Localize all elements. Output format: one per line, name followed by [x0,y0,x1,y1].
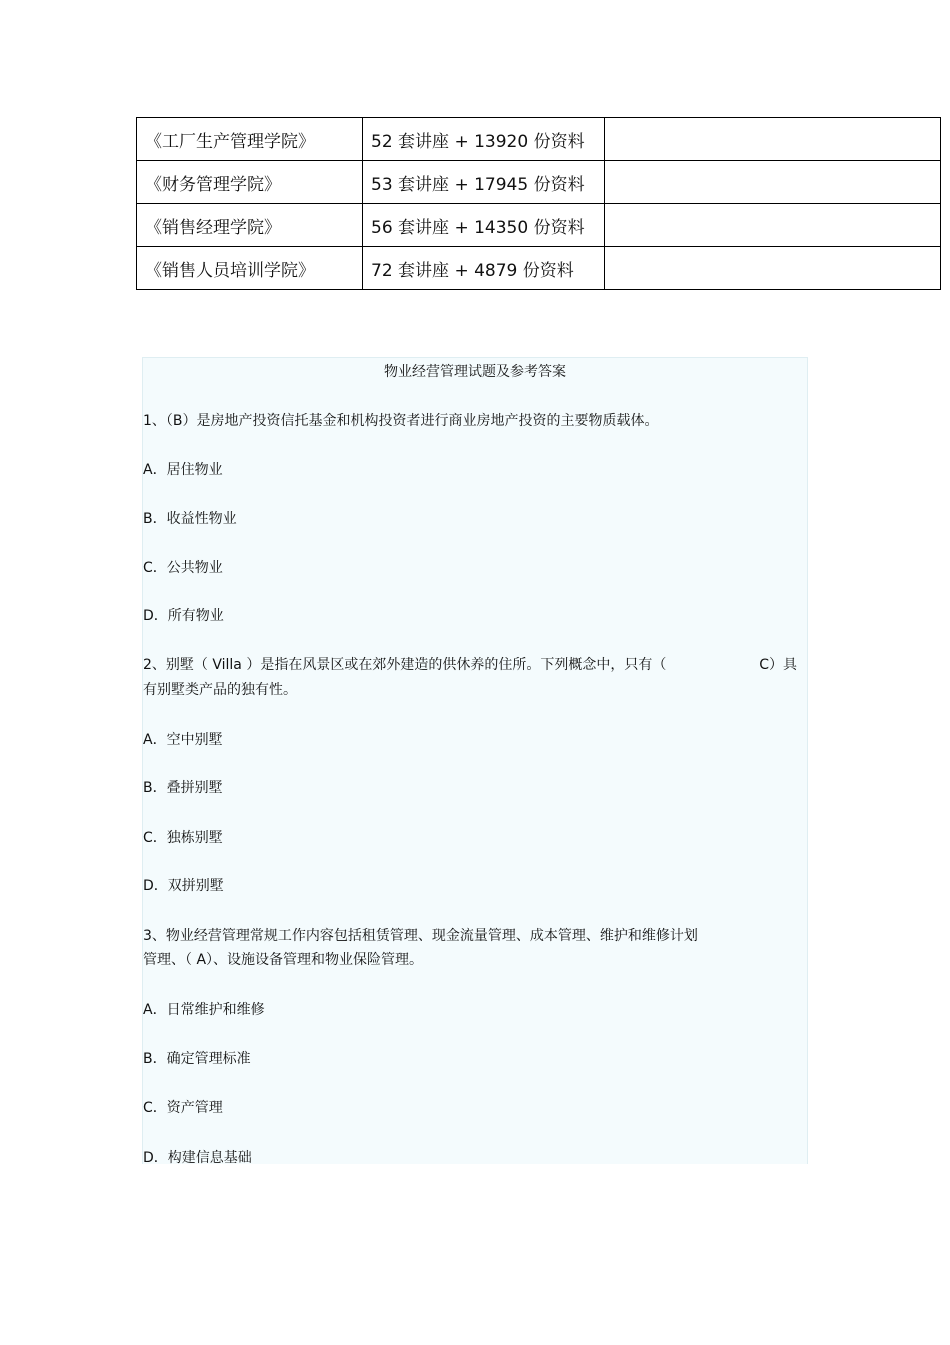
course-table [136,117,941,290]
question-2-option-c: C．独栋别墅 [143,830,223,846]
question-1-option-b: B．收益性物业 [143,511,237,527]
course-note-cell [605,247,941,290]
question-3-option-b: B．确定管理标准 [143,1051,251,1067]
question-2-option-d: D．双拼别墅 [143,878,224,894]
question-2-stem-line-2: 有别墅类产品的独有性。 [143,682,297,698]
table-row [137,247,941,290]
question-3-stem-line-1: 3、物业经营管理常规工作内容包括租赁管理、现金流量管理、成本管理、维护和维修计划 [143,928,698,944]
question-1-option-d: D．所有物业 [143,608,224,624]
table-row [137,161,941,204]
table-row [137,204,941,247]
quiz-title: 物业经营管理试题及参考答案 [384,364,566,380]
course-name-cell: 《销售人员培训学院》 [137,247,363,290]
question-3-option-d: D．构建信息基础 [143,1150,252,1164]
table-row [137,118,941,161]
question-3-stem-line-2: 管理、（ A）、设施设备管理和物业保险管理。 [143,952,424,968]
question-2-option-b: B．叠拼别墅 [143,780,223,796]
course-content-cell: 56 套讲座 + 14350 份资料 [363,204,605,247]
course-note-cell [605,118,941,161]
course-name-cell: 《销售经理学院》 [137,204,363,247]
question-1-option-c: C．公共物业 [143,560,223,576]
course-name-cell: 《工厂生产管理学院》 [137,118,363,161]
question-2-answer: C）具 [759,657,797,673]
question-2-option-a: A．空中别墅 [143,732,223,748]
course-note-cell [605,204,941,247]
course-content-cell: 53 套讲座 + 17945 份资料 [363,161,605,204]
quiz-panel [142,357,808,1164]
question-3-option-c: C．资产管理 [143,1100,223,1116]
question-2-stem-text: 2、别墅（ Villa ）是指在风景区或在郊外建造的供休养的住所。下列概念中，只有（ [143,657,667,673]
question-3-option-a: A．日常维护和维修 [143,1002,265,1018]
question-1-option-a: A．居住物业 [143,462,223,478]
question-1-stem: 1、（B）是房地产投资信托基金和机构投资者进行商业房地产投资的主要物质载体。 [143,413,659,429]
course-note-cell [605,161,941,204]
course-content-cell: 72 套讲座 + 4879 份资料 [363,247,605,290]
course-name-cell: 《财务管理学院》 [137,161,363,204]
question-2-stem-line-1 [143,653,803,677]
course-content-cell: 52 套讲座 + 13920 份资料 [363,118,605,161]
